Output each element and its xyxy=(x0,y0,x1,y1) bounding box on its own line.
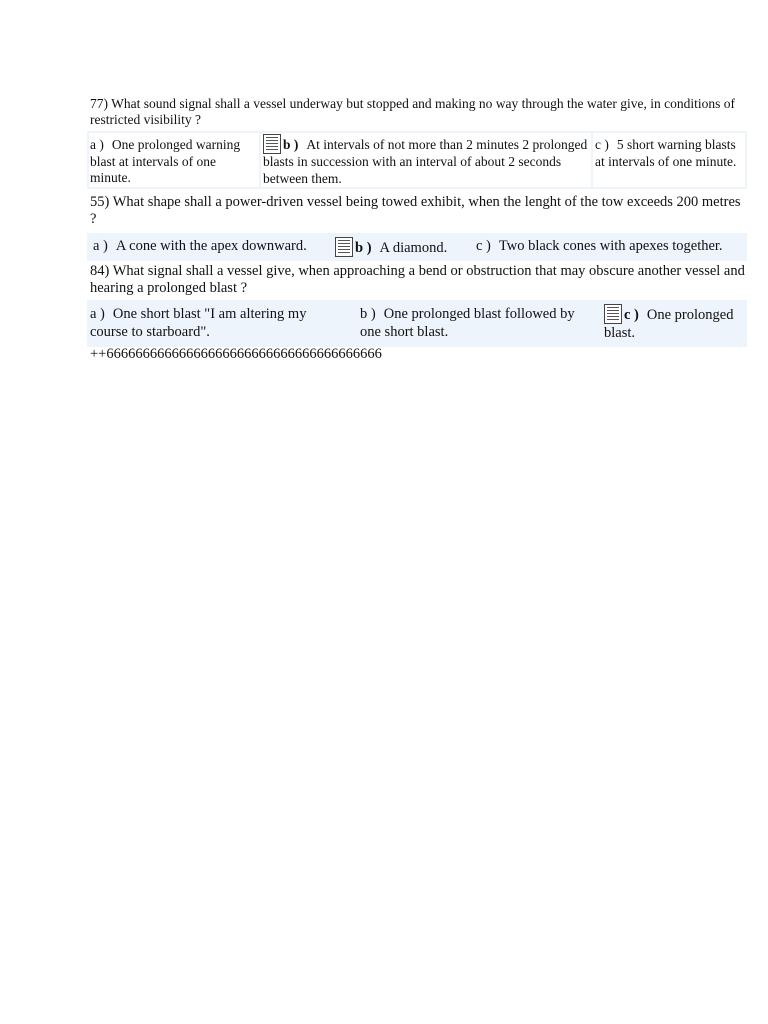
answer-option-a[interactable] xyxy=(90,137,256,187)
option-letter: a ) xyxy=(90,306,105,322)
option-letter: b ) xyxy=(360,306,376,322)
option-text: 5 short warning blasts at intervals of one minute. xyxy=(595,137,737,169)
document-icon xyxy=(335,237,353,257)
document-icon xyxy=(604,304,622,324)
answer-option-c[interactable] xyxy=(476,238,746,256)
option-letter: b ) xyxy=(355,240,372,256)
option-letter: c ) xyxy=(624,307,639,323)
answer-row-84 xyxy=(87,300,747,347)
answer-option-a[interactable] xyxy=(90,306,340,341)
answer-option-c[interactable] xyxy=(595,137,743,170)
answer-option-c[interactable] xyxy=(604,304,744,342)
answer-option-b[interactable] xyxy=(360,306,598,341)
option-letter: c ) xyxy=(595,137,609,152)
option-text: A diamond. xyxy=(379,240,448,256)
option-text: At intervals of not more than 2 minutes 2 prolonged blasts in succession with an interval of about 2 seconds between them. xyxy=(263,137,588,186)
document-icon xyxy=(263,134,281,154)
option-text: Two black cones with apexes together. xyxy=(498,238,723,254)
option-text: One prolonged blast. xyxy=(604,307,734,341)
answer-row-55 xyxy=(87,233,747,261)
option-text: One short blast "I am altering my course to starboard". xyxy=(90,306,307,340)
question-84: 84) What signal shall a vessel give, when approaching a bend or obstruction that may obscure another vessel and hearing a prolonged blast ? xyxy=(90,263,745,296)
answer-option-a[interactable] xyxy=(93,238,333,256)
answer-row-77 xyxy=(87,131,747,189)
answer-option-b[interactable] xyxy=(263,134,589,187)
answer-option-b[interactable] xyxy=(335,237,475,258)
option-text: One prolonged blast followed by one short blast. xyxy=(360,306,575,340)
option-letter: a ) xyxy=(90,137,104,152)
option-letter: c ) xyxy=(476,238,491,254)
question-55: 55) What shape shall a power-driven vessel being towed exhibit, when the lenght of the tow exceeds 200 metres ? xyxy=(90,194,741,227)
option-text: A cone with the apex downward. xyxy=(115,238,307,254)
question-77: 77) What sound signal shall a vessel underway but stopped and making no way through the water give, in conditions of restricted visibility ? xyxy=(90,96,736,127)
option-text: One prolonged warning blast at intervals of one minute. xyxy=(90,137,241,185)
option-letter: b ) xyxy=(283,137,299,152)
footer-text: ++66666666666666666666666666666666666666 xyxy=(90,346,382,362)
option-letter: a ) xyxy=(93,238,108,254)
